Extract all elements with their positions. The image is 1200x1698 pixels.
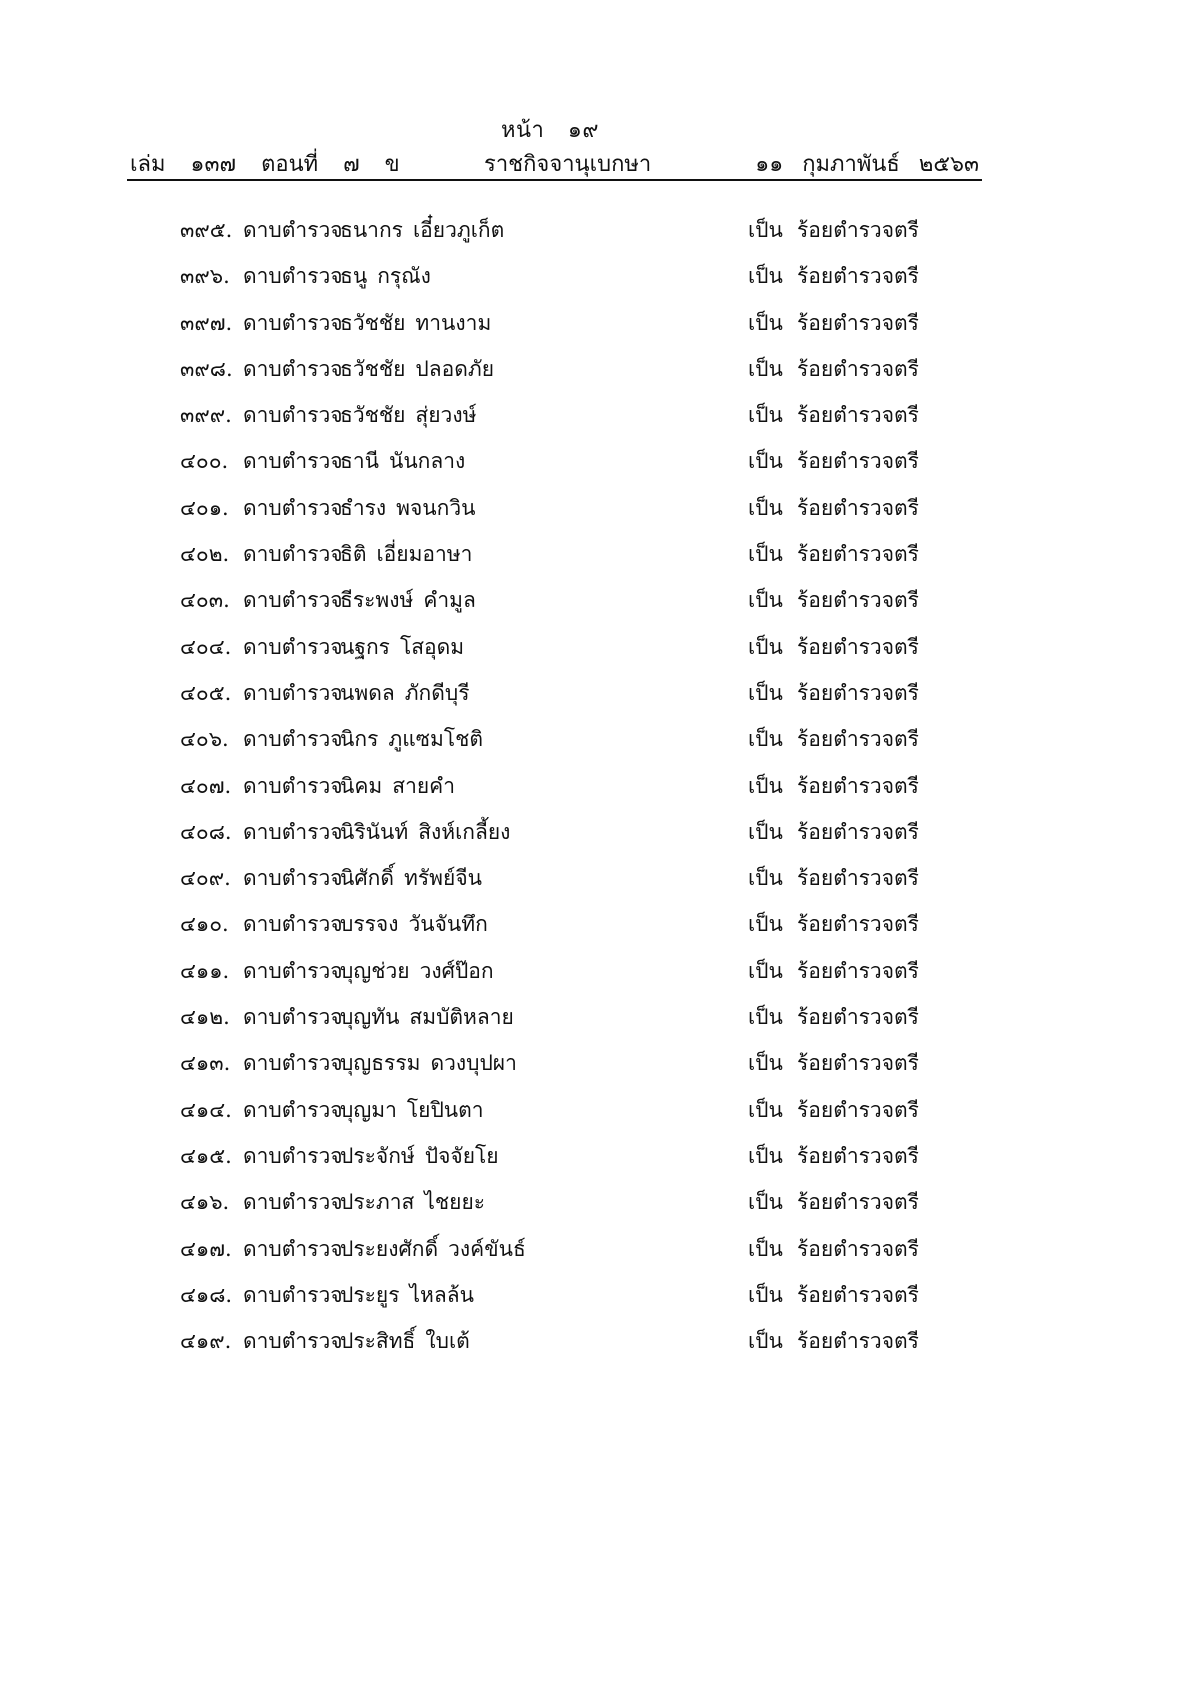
entry-first-name: นิศักดิ์ [340,866,395,891]
entry-last-name: ภักดีบุรี [404,680,470,705]
list-item [0,1184,1100,1230]
entry-number: ๔๐๑. [180,495,229,520]
list-item [0,212,1100,258]
entry-as-word: เป็น [748,680,783,705]
list-item [0,860,1100,906]
entry-rank: ดาบตำรวจ [243,1051,343,1076]
entry-rank: ดาบตำรวจ [243,1329,343,1354]
date-day: ๑๑ [755,152,784,177]
entry-as-word: เป็น [748,1190,783,1215]
entry-new-rank: ร้อยตำรวจตรี [797,773,919,798]
entry-new-rank: ร้อยตำรวจตรี [797,449,919,474]
entry-last-name: โสอุดม [399,634,465,659]
promotion-list [0,212,1100,1369]
entry-first-name: บุญมา [340,1097,397,1122]
list-item [0,906,1100,952]
entry-rank: ดาบตำรวจ [243,727,343,752]
entry-last-name: ทานงาม [415,310,492,335]
section-label: ตอนที่ [261,152,319,177]
list-item [0,1323,1100,1369]
entry-rank: ดาบตำรวจ [243,495,343,520]
publication-date [743,146,979,181]
entry-rank: ดาบตำรวจ [243,588,343,613]
entry-as-word: เป็น [748,727,783,752]
entry-last-name: ปลอดภัย [415,356,495,381]
entry-first-name: ธนู [340,264,368,289]
page-number: ๑๙ [567,118,599,143]
entry-new-rank: ร้อยตำรวจตรี [797,680,919,705]
entry-first-name: ประยูร [340,1282,400,1307]
entry-person-name [340,675,470,711]
entry-new-rank: ร้อยตำรวจตรี [797,1282,919,1307]
entry-as-word: เป็น [748,819,783,844]
entry-person-name [340,351,494,387]
list-item [0,305,1100,351]
entry-number: ๔๐๔. [180,634,232,659]
entry-number: ๔๑๘. [180,1282,233,1307]
entry-new-rank: ร้อยตำรวจตรี [797,1329,919,1354]
entry-new-rank: ร้อยตำรวจตรี [797,588,919,613]
entry-last-name: ใบเต้ [425,1329,470,1354]
entry-new-rank: ร้อยตำรวจตรี [797,495,919,520]
entry-first-name: ธวัชชัย [340,356,406,381]
entry-new-rank: ร้อยตำรวจตรี [797,1190,919,1215]
entry-new-rank: ร้อยตำรวจตรี [797,1005,919,1030]
entry-new-rank: ร้อยตำรวจตรี [797,819,919,844]
entry-rank: ดาบตำรวจ [243,866,343,891]
entry-rank: ดาบตำรวจ [243,1236,343,1261]
entry-rank: ดาบตำรวจ [243,1282,343,1307]
entry-last-name: ไหลล้น [409,1282,474,1307]
entry-as-word: เป็น [748,912,783,937]
entry-first-name: ธิติ [340,542,367,567]
entry-number: ๔๐๘. [180,819,232,844]
entry-new-rank: ร้อยตำรวจตรี [797,1236,919,1261]
publication-title: ราชกิจจานุเบกษา [484,152,652,177]
volume-section-info [130,146,418,181]
list-item [0,397,1100,443]
entry-person-name [340,999,514,1035]
entry-first-name: บุญทัน [340,1005,400,1030]
entry-last-name: สุ่ยวงษ์ [415,403,477,428]
entry-number: ๔๐๙. [180,866,231,891]
list-item [0,443,1100,489]
entry-number: ๔๑๐. [180,912,229,937]
entry-last-name: ปัจจัยโย [424,1143,499,1168]
entry-number: ๓๙๕. [180,218,233,242]
list-item [0,582,1100,628]
entry-number: ๔๐๕. [180,680,232,705]
entry-last-name: สิงห์เกลี้ยง [418,819,511,844]
entry-new-rank: ร้อยตำรวจตรี [797,264,919,289]
entry-number: ๓๙๗. [180,310,233,335]
entry-last-name: วงศ์ป๊อก [419,958,494,983]
list-item [0,1277,1100,1323]
entry-number: ๔๐๒. [180,542,230,567]
entry-new-rank: ร้อยตำรวจตรี [797,1097,919,1122]
volume-label: เล่ม [130,152,166,177]
entry-rank: ดาบตำรวจ [243,634,343,659]
entry-last-name: ทรัพย์จีน [404,866,482,891]
entry-person-name [340,490,476,526]
entry-as-word: เป็น [748,1282,783,1307]
entry-rank: ดาบตำรวจ [243,218,343,242]
list-item [0,536,1100,582]
list-item [0,953,1100,999]
entry-rank: ดาบตำรวจ [243,912,343,937]
list-item [0,490,1100,536]
entry-first-name: ประจักษ์ [340,1143,415,1168]
entry-new-rank: ร้อยตำรวจตรี [797,727,919,752]
list-item [0,1045,1100,1091]
entry-first-name: ธวัชชัย [340,403,406,428]
entry-first-name: ธำรง [340,495,387,520]
entry-last-name: ไชยยะ [424,1190,486,1215]
entry-person-name [340,536,472,572]
entry-number: ๔๐๖. [180,727,229,752]
entry-person-name [340,906,488,942]
entry-first-name: ประสิทธิ์ [340,1329,416,1354]
entry-person-name [340,953,494,989]
entry-first-name: ธนากร [340,218,403,242]
gazette-meta-line [127,146,982,176]
entry-last-name: ดวงบุปผา [430,1051,517,1076]
entry-rank: ดาบตำรวจ [243,403,343,428]
entry-as-word: เป็น [748,958,783,983]
page-label: หน้า [501,118,545,143]
entry-last-name: สายคำ [392,773,456,798]
entry-number: ๔๑๖. [180,1190,230,1215]
entry-first-name: ธวัชชัย [340,310,406,335]
entry-as-word: เป็น [748,495,783,520]
entry-number: ๓๙๘. [180,356,233,381]
entry-first-name: บุญธรรม [340,1051,421,1076]
section-number: ๗ [343,152,360,177]
entry-as-word: เป็น [748,588,783,613]
entry-person-name [340,582,476,618]
entry-first-name: นพดล [340,680,395,705]
entry-new-rank: ร้อยตำรวจตรี [797,634,919,659]
entry-person-name [340,1138,499,1174]
entry-as-word: เป็น [748,1143,783,1168]
list-item [0,1092,1100,1138]
entry-as-word: เป็น [748,866,783,891]
entry-person-name [340,397,476,433]
entry-number: ๔๑๕. [180,1143,232,1168]
entry-rank: ดาบตำรวจ [243,1005,343,1030]
entry-rank: ดาบตำรวจ [243,310,343,335]
entry-person-name [340,443,465,479]
entry-person-name [340,860,482,896]
entry-new-rank: ร้อยตำรวจตรี [797,542,919,567]
entry-number: ๔๑๔. [180,1097,232,1122]
entry-person-name [340,768,455,804]
entry-first-name: นฐกร [340,634,390,659]
entry-number: ๓๙๖. [180,264,230,289]
list-item [0,814,1100,860]
entry-last-name: เอี๋ยวภูเก็ต [412,218,505,242]
entry-last-name: พจนกวิน [396,495,476,520]
entry-number: ๔๑๒. [180,1005,230,1030]
entry-last-name: วันจันทึก [408,912,488,937]
page-number-line [0,112,1100,147]
entry-as-word: เป็น [748,634,783,659]
entry-as-word: เป็น [748,264,783,289]
entry-rank: ดาบตำรวจ [243,819,343,844]
entry-person-name [340,629,464,665]
list-item [0,351,1100,397]
entry-person-name [340,1184,485,1220]
entry-person-name [340,1231,526,1267]
entry-number: ๔๐๓. [180,588,230,613]
entry-person-name [340,1092,484,1128]
entry-as-word: เป็น [748,1097,783,1122]
entry-as-word: เป็น [748,1005,783,1030]
entry-rank: ดาบตำรวจ [243,264,343,289]
entry-new-rank: ร้อยตำรวจตรี [797,958,919,983]
entry-first-name: นิคม [340,773,383,798]
volume-number: ๑๓๗ [190,152,237,177]
entry-last-name: วงค์ขันธ์ [448,1236,526,1261]
entry-first-name: ประยงศักดิ์ [340,1236,439,1261]
entry-last-name: ภูแซมโชติ [388,727,484,752]
entry-as-word: เป็น [748,356,783,381]
entry-person-name [340,814,510,850]
entry-person-name [340,258,431,294]
entry-rank: ดาบตำรวจ [243,1143,343,1168]
entry-rank: ดาบตำรวจ [243,449,343,474]
entry-number: ๔๑๑. [180,958,230,983]
list-item [0,675,1100,721]
list-item [0,999,1100,1045]
entry-rank: ดาบตำรวจ [243,958,343,983]
entry-person-name [340,721,483,757]
entry-last-name: โยปินตา [406,1097,484,1122]
entry-rank: ดาบตำรวจ [243,1190,343,1215]
entry-first-name: บรรจง [340,912,399,937]
entry-as-word: เป็น [748,773,783,798]
entry-number: ๓๙๙. [180,403,232,428]
entry-as-word: เป็น [748,449,783,474]
entry-new-rank: ร้อยตำรวจตรี [797,218,919,242]
entry-number: ๔๑๗. [180,1236,232,1261]
entry-new-rank: ร้อยตำรวจตรี [797,866,919,891]
entry-rank: ดาบตำรวจ [243,542,343,567]
section-letter: ข [384,152,400,177]
entry-first-name: ธานี [340,449,379,474]
page-header [0,0,1100,190]
entry-last-name: เอี่ยมอาษา [376,542,473,567]
entry-number: ๔๐๗. [180,773,232,798]
entry-rank: ดาบตำรวจ [243,680,343,705]
entry-first-name: บุญช่วย [340,958,410,983]
list-item [0,258,1100,304]
entry-as-word: เป็น [748,1051,783,1076]
entry-person-name [340,1277,474,1313]
entry-as-word: เป็น [748,1329,783,1354]
entry-number: ๔๑๓. [180,1051,231,1076]
entry-new-rank: ร้อยตำรวจตรี [797,912,919,937]
entry-as-word: เป็น [748,403,783,428]
entry-number: ๔๑๙. [180,1329,232,1354]
entry-new-rank: ร้อยตำรวจตรี [797,310,919,335]
entry-as-word: เป็น [748,218,783,242]
date-month: กุมภาพันธ์ [802,152,900,177]
entry-rank: ดาบตำรวจ [243,1097,343,1122]
entry-person-name [340,1045,517,1081]
list-item [0,1138,1100,1184]
list-item [0,629,1100,675]
entry-last-name: นันกลาง [388,449,466,474]
entry-first-name: นิกร [340,727,379,752]
entry-new-rank: ร้อยตำรวจตรี [797,403,919,428]
date-year: ๒๕๖๓ [918,152,979,177]
entry-rank: ดาบตำรวจ [243,773,343,798]
entry-new-rank: ร้อยตำรวจตรี [797,1051,919,1076]
entry-rank: ดาบตำรวจ [243,356,343,381]
entry-first-name: ประภาส [340,1190,415,1215]
entry-person-name [340,212,504,248]
entry-last-name: สมบัติหลาย [409,1005,514,1030]
entry-last-name: คำมูล [423,588,476,613]
entry-person-name [340,1323,470,1359]
entry-as-word: เป็น [748,310,783,335]
entry-new-rank: ร้อยตำรวจตรี [797,356,919,381]
list-item [0,768,1100,814]
entry-first-name: นิรินันท์ [340,819,409,844]
list-item [0,1231,1100,1277]
entry-last-name: กรุณัง [377,264,431,289]
list-item [0,721,1100,767]
entry-first-name: ธีระพงษ์ [340,588,414,613]
entry-new-rank: ร้อยตำรวจตรี [797,1143,919,1168]
entry-as-word: เป็น [748,542,783,567]
entry-number: ๔๐๐. [180,449,229,474]
header-divider [127,179,982,181]
entry-as-word: เป็น [748,1236,783,1261]
entry-person-name [340,305,491,341]
